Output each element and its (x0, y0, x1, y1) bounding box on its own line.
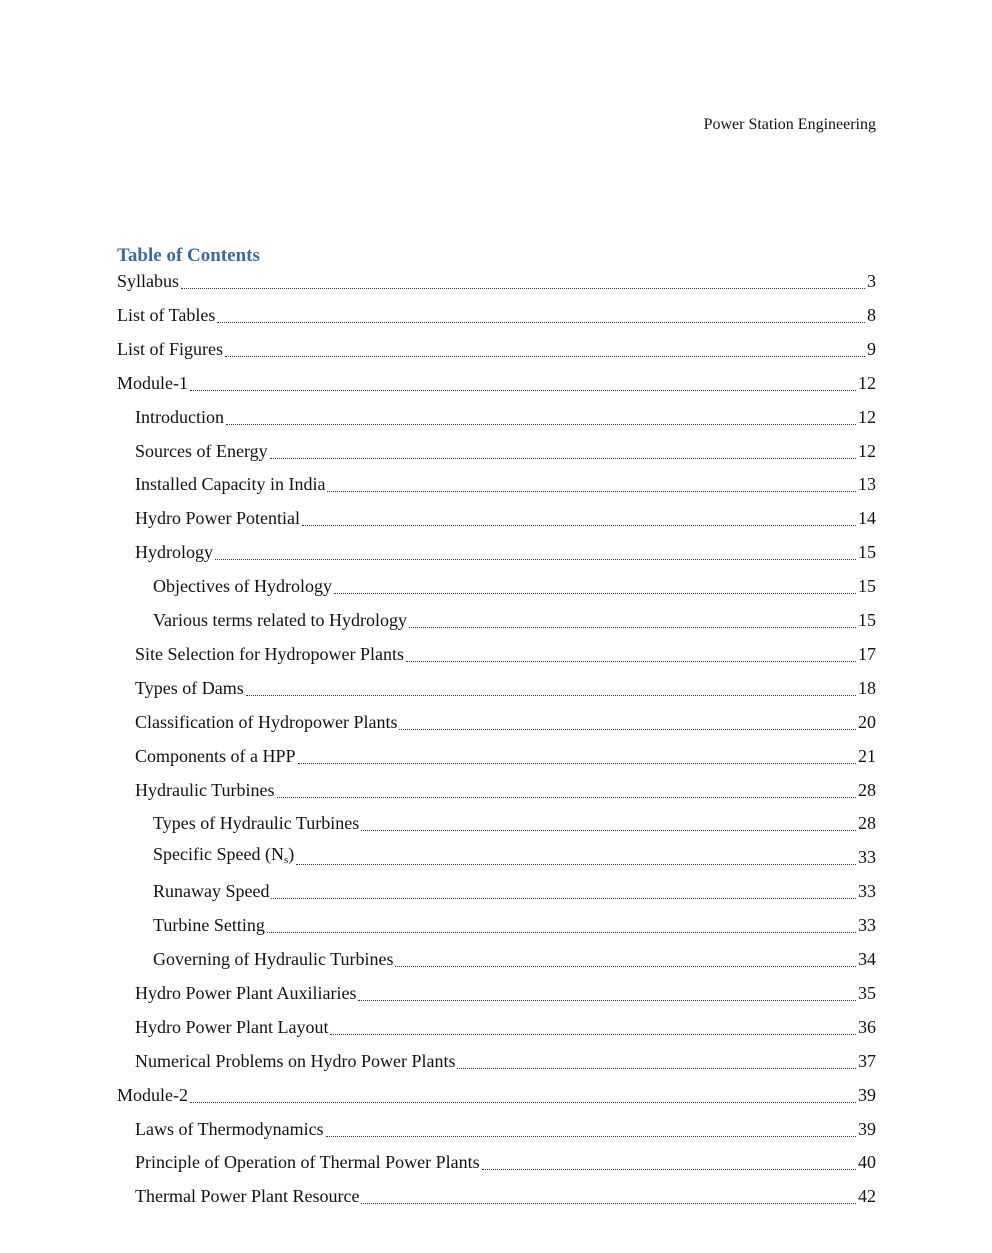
toc-entry[interactable] (117, 332, 876, 366)
toc-entry-page-number[interactable]: 39 (858, 1118, 876, 1139)
dot-leader (409, 626, 856, 628)
toc-entry[interactable] (117, 840, 876, 874)
toc-entry-page-number[interactable]: 17 (858, 643, 876, 664)
toc-entry-page-number[interactable]: 12 (858, 372, 876, 393)
toc-entry-page-number[interactable]: 28 (858, 779, 876, 800)
toc-heading: Table of Contents (117, 245, 260, 266)
toc-entry-page-number[interactable]: 12 (858, 440, 876, 461)
toc-entry-label[interactable]: Hydrology (135, 542, 213, 563)
toc-entry-page-number[interactable]: 9 (867, 338, 876, 359)
toc-entry[interactable] (117, 467, 876, 501)
dot-leader (395, 965, 856, 967)
dot-leader (302, 524, 856, 526)
toc-entry-page-number[interactable]: 13 (858, 474, 876, 495)
toc-entry-label[interactable]: Classification of Hydropower Plants (135, 711, 398, 732)
dot-leader (406, 660, 856, 662)
toc-entry[interactable] (117, 705, 876, 739)
toc-entry[interactable] (117, 942, 876, 976)
toc-entry[interactable] (117, 264, 876, 298)
dot-leader (267, 931, 856, 933)
toc-entry-label[interactable]: Types of Hydraulic Turbines (153, 813, 360, 834)
toc-entry[interactable] (117, 603, 876, 637)
dot-leader (457, 1067, 856, 1069)
dot-leader (358, 999, 856, 1001)
toc-entry-label[interactable]: Laws of Thermodynamics (135, 1118, 324, 1139)
toc-entry[interactable] (117, 908, 876, 942)
toc-entry[interactable] (117, 434, 876, 468)
toc-entry-page-number[interactable]: 36 (858, 1016, 876, 1037)
toc-entry[interactable] (117, 535, 876, 569)
toc-entry-label[interactable]: Site Selection for Hydropower Plants (135, 643, 404, 664)
dot-leader (190, 1101, 856, 1103)
toc-entry-page-number[interactable]: 37 (858, 1050, 876, 1071)
toc-entry-page-number[interactable]: 33 (858, 881, 876, 902)
toc-entry[interactable] (117, 739, 876, 773)
dot-leader (215, 558, 856, 560)
toc-entry-label[interactable]: Sources of Energy (135, 440, 268, 461)
dot-leader (296, 863, 856, 865)
dot-leader (298, 762, 856, 764)
dot-leader (225, 355, 865, 357)
dot-leader (326, 1135, 856, 1137)
dot-leader (226, 423, 856, 425)
toc-entry-label[interactable]: Installed Capacity in India (135, 474, 326, 495)
dot-leader (361, 1202, 856, 1204)
toc-entry[interactable] (117, 637, 876, 671)
dot-leader (271, 897, 856, 899)
toc-entry-page-number[interactable]: 15 (858, 610, 876, 630)
toc-entry[interactable] (117, 806, 876, 840)
toc-entry[interactable] (117, 976, 876, 1010)
toc-entry-label[interactable]: Module-2 (117, 1084, 188, 1105)
toc-entry[interactable] (117, 1078, 876, 1112)
dot-leader (361, 829, 856, 831)
toc-entry-page-number[interactable]: 20 (858, 711, 876, 732)
toc-entry-label[interactable]: Module-1 (117, 372, 188, 393)
toc-entry-label[interactable]: Turbine Setting (153, 915, 265, 936)
toc-entry[interactable] (117, 298, 876, 332)
toc-entry-page-number[interactable]: 8 (867, 304, 876, 325)
dot-leader (270, 457, 856, 459)
toc-entry-label[interactable]: Types of Dams (135, 677, 244, 698)
toc-entry-label[interactable]: Governing of Hydraulic Turbines (153, 949, 394, 969)
dot-leader (327, 490, 856, 492)
toc-entry[interactable] (117, 366, 876, 400)
toc-entry-label[interactable]: Components of a HPP (135, 745, 296, 766)
toc-entry-page-number[interactable]: 28 (858, 813, 876, 834)
dot-leader (277, 796, 857, 798)
toc-entry[interactable] (117, 671, 876, 705)
toc-entry-page-number[interactable]: 18 (858, 677, 876, 698)
toc-entry[interactable] (117, 874, 876, 908)
toc-entry-label[interactable]: List of Tables (117, 304, 216, 325)
dot-leader (334, 592, 856, 594)
toc-entry-page-number[interactable]: 33 (858, 915, 876, 936)
toc-entry-label-subscript: s (283, 854, 289, 867)
toc-entry[interactable] (117, 1145, 876, 1179)
toc-entry-label[interactable]: Specific Speed $(N_s)$ (153, 844, 295, 867)
toc-entry-label[interactable]: Syllabus (117, 271, 180, 291)
dot-leader (330, 1033, 856, 1035)
toc-entry[interactable] (117, 1112, 876, 1146)
toc-entry-label[interactable]: Hydraulic Turbines (135, 779, 275, 800)
toc-entry[interactable] (117, 501, 876, 535)
toc-entry-label[interactable]: Hydro Power Plant Auxiliaries (135, 982, 357, 1003)
toc-entry[interactable] (117, 569, 876, 603)
toc-entry-page-number[interactable]: 40 (858, 1152, 876, 1173)
dot-leader (217, 321, 865, 323)
toc-entry-label[interactable]: Runaway Speed (153, 881, 270, 902)
toc-entry-label[interactable]: Hydro Power Potential (135, 508, 300, 529)
toc-entry-label[interactable]: Introduction (135, 406, 224, 427)
toc-entry[interactable] (117, 1044, 876, 1078)
toc-entry-label[interactable]: Various terms related to Hydrology (153, 610, 407, 630)
toc-entry-label[interactable]: Hydro Power Plant Layout (135, 1016, 329, 1037)
toc-entry-page-number[interactable]: 34 (858, 949, 876, 969)
running-header: Power Station Engineering (703, 116, 876, 133)
toc-entry[interactable] (117, 773, 876, 807)
toc-entry-page-number[interactable]: 21 (858, 745, 876, 766)
dot-leader (399, 728, 856, 730)
dot-leader (482, 1168, 856, 1170)
toc-entry-page-number[interactable]: 42 (858, 1186, 876, 1207)
toc-entry-label[interactable]: Principle of Operation of Thermal Power Plants (135, 1152, 480, 1173)
toc-entry-label[interactable]: Objectives of Hydrology (153, 576, 332, 597)
dot-leader (181, 287, 865, 289)
toc-entry-page-number[interactable]: 15 (858, 576, 876, 597)
toc-entry-page-number[interactable]: 3 (867, 271, 876, 291)
dot-leader (190, 389, 856, 391)
toc-entry-page-number[interactable]: 14 (858, 508, 876, 529)
toc-entry-page-number[interactable]: 33 (858, 847, 876, 868)
toc-entry-page-number[interactable]: 12 (858, 406, 876, 427)
toc-entry-label[interactable]: Numerical Problems on Hydro Power Plants (135, 1050, 456, 1071)
toc-entry[interactable] (117, 400, 876, 434)
toc-entry-label[interactable]: Thermal Power Plant Resource (135, 1186, 360, 1207)
toc-entry-page-number[interactable]: 15 (858, 542, 876, 563)
toc-entry-label[interactable]: List of Figures (117, 338, 223, 359)
dot-leader (246, 694, 856, 696)
toc-entry-page-number[interactable]: 39 (858, 1084, 876, 1105)
toc-entry[interactable] (117, 1179, 876, 1213)
toc-entry[interactable] (117, 1010, 876, 1044)
toc-entry-page-number[interactable]: 35 (858, 982, 876, 1003)
